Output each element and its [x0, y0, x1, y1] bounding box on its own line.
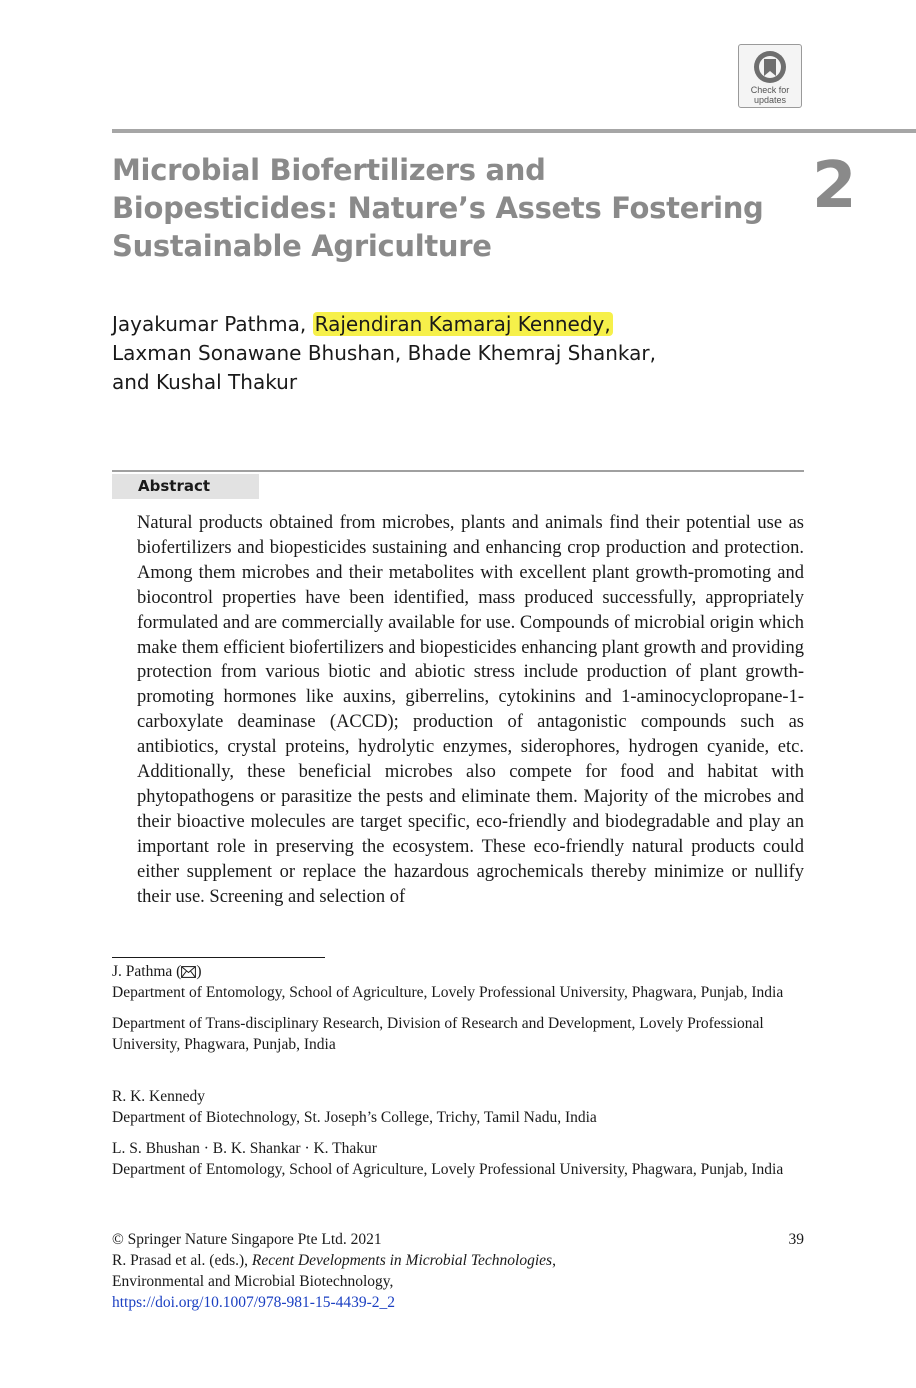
chapter-number: 2	[812, 149, 857, 223]
chapter-top-rule	[112, 129, 916, 133]
affiliation-kennedy	[112, 1086, 812, 1128]
author-line-2: Laxman Sonawane Bhushan, Bhade Khemraj Shankar,	[112, 341, 656, 365]
author-line-3: and Kushal Thakur	[112, 370, 298, 394]
copyright-block	[112, 1229, 812, 1313]
affiliation-pathma-name: J. Pathma ( )	[112, 963, 202, 980]
abstract-body: Natural products obtained from microbes, plants and animals find their potential use as biofertilizers and biopesticides sustaining and enhancing crop production and protection. Among them microbes and their metabolites with excellent plant growth-promoting and biocontrol properties have been identified, mass produced successfully, appropriately formulated and are commercially available for use. Compounds of microbial origin which make them efficient biofertilizers and biopesticides enhancing plant growth and providing protection from various biotic and abiotic stress include production of plant growth-promoting hormones like auxins, giberrelins, cytokinins and 1-aminocyclopropane-1-carboxylate deaminase (ACCD); production of antagonistic compounds such as antibiotics, crystal proteins, hydrolytic enzymes, siderophores, hydrogen cyanide, etc. Additionally, these beneficial microbes also compete for food and habitat with phytopathogens or parasitize the pests and eliminate them. Majority of the microbes and their bioactive molecules are target specific, eco-friendly and biodegradable and play an important role in preserving the ecosystem. These eco-friendly natural products could either supplement or replace the hazardous agrochemicals thereby minimize or nullify their use. Screening and selection of	[137, 513, 804, 907]
updates-label: updates	[753, 95, 787, 105]
affiliation-pathma-dept-2: Department of Trans-disciplinary Research, Division of Research and Development, Lovely Professional University, Phagwara, Punjab, India	[112, 1015, 764, 1053]
email-envelope-icon[interactable]	[181, 966, 196, 978]
doi-link[interactable]: https://doi.org/10.1007/978-981-15-4439-2_2	[112, 1294, 396, 1311]
check-for-updates-badge[interactable]	[738, 44, 802, 108]
copyright-line: © Springer Nature Singapore Pte Ltd. 2021	[112, 1231, 382, 1248]
book-title: Recent Developments in Microbial Technologies	[251, 1252, 553, 1269]
check-for-label: Check for	[750, 85, 790, 95]
affiliation-bhushan-shankar-thakur	[112, 1138, 812, 1180]
bookmark-icon	[752, 49, 788, 85]
affiliation-pathma-dept-1: Department of Entomology, School of Agriculture, Lovely Professional University, Phagwara, Punjab, India	[112, 984, 784, 1001]
affiliation-kennedy-dept: Department of Biotechnology, St. Joseph’s College, Trichy, Tamil Nadu, India	[112, 1109, 597, 1126]
affiliation-kennedy-name: R. K. Kennedy	[112, 1088, 205, 1105]
series-line: Environmental and Microbial Biotechnology,	[112, 1273, 394, 1290]
affiliation-pathma	[112, 961, 812, 1055]
editors-line: R. Prasad et al. (eds.), Recent Developments in Microbial Technologies,	[112, 1252, 556, 1269]
chapter-title: Microbial Biofertilizers and Biopesticides: Nature’s Assets Fostering Sustainable Agriculture	[112, 153, 764, 263]
page-number: 39	[788, 1231, 804, 1248]
author-pathma: Jayakumar Pathma,	[112, 312, 307, 336]
footnote-rule	[112, 957, 325, 958]
author-kennedy-highlighted: Rajendiran Kamaraj Kennedy,	[314, 312, 611, 336]
abstract-heading: Abstract	[112, 474, 259, 499]
abstract-rule	[112, 470, 804, 472]
affiliation-group-dept: Department of Entomology, School of Agriculture, Lovely Professional University, Phagwara, Punjab, India	[112, 1161, 784, 1178]
author-list	[112, 310, 752, 397]
affiliation-group-names: L. S. Bhushan · B. K. Shankar · K. Thakur	[112, 1140, 377, 1157]
